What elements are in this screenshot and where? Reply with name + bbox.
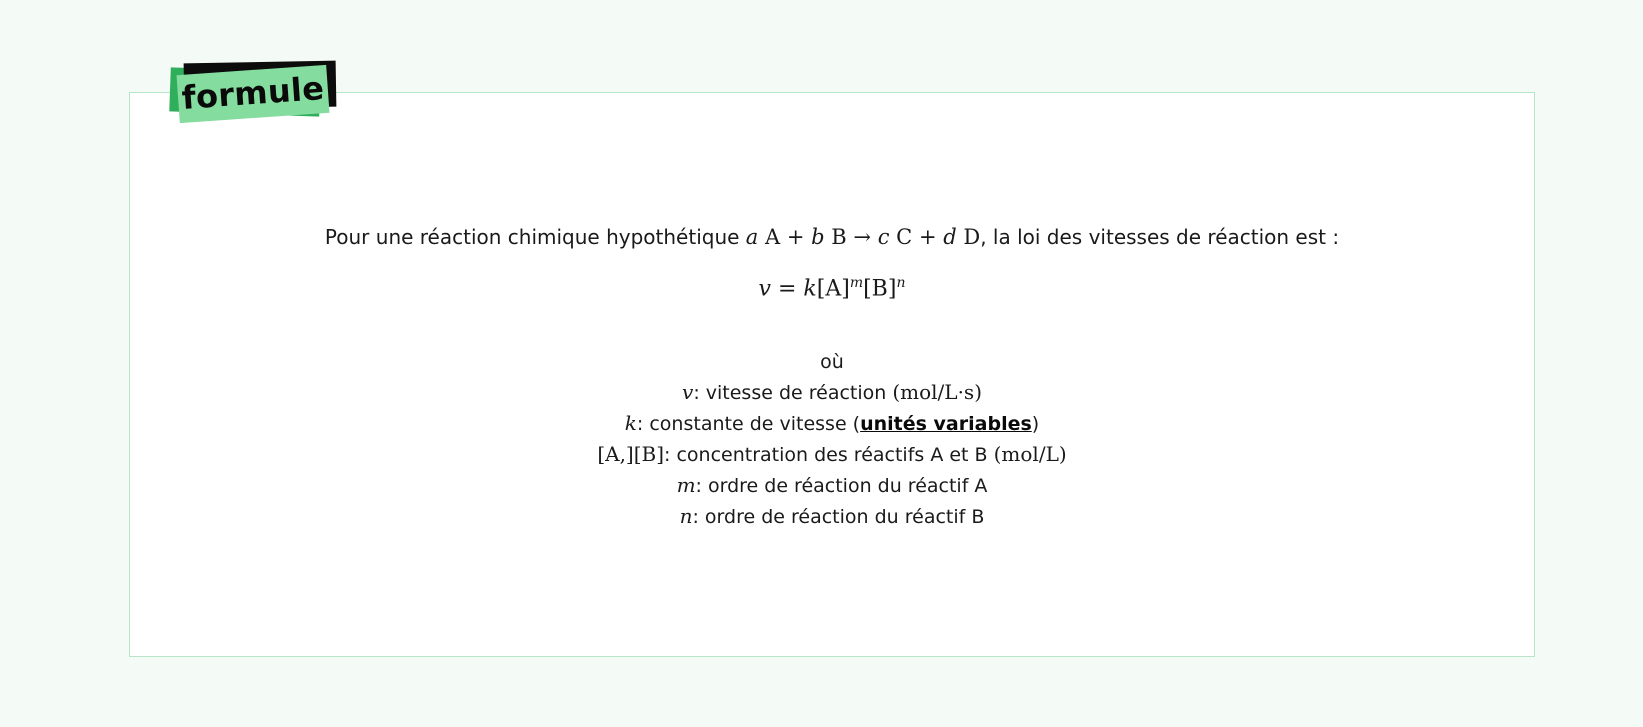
definition-text-after: ) [1031, 413, 1040, 435]
formula-conc-b: [B] [863, 276, 897, 302]
reaction-equation [746, 225, 980, 249]
definition-symbol: m [676, 473, 696, 497]
definition-unit: (mol/L) [993, 442, 1067, 466]
formula-equals: = [777, 276, 797, 302]
coef-a: a [745, 225, 759, 249]
definition-m [129, 470, 1535, 501]
definition-symbol: k [624, 411, 637, 435]
definition-k [129, 408, 1535, 439]
formule-tag [168, 60, 340, 128]
plus-sign: + [786, 225, 805, 249]
rate-law-formula [129, 266, 1535, 306]
intro-text-before: Pour une réaction chimique hypothétique [324, 225, 746, 249]
definition-text: : concentration des réactifs A et B [664, 444, 994, 466]
plus-sign: + [918, 225, 937, 249]
reaction-arrow: → [853, 225, 872, 249]
species-a: A [765, 225, 781, 249]
definition-symbol: n [679, 504, 693, 528]
definition-v [129, 377, 1535, 408]
tag-label: formule [180, 69, 326, 117]
definition-symbol: [A,][B] [597, 442, 665, 466]
formula-exp-n: n [896, 275, 906, 291]
definitions-intro: où [820, 351, 844, 373]
definition-text: : ordre de réaction du réactif A [695, 475, 988, 497]
definition-unit: (mol/L·s) [892, 380, 982, 404]
definition-concentration [129, 439, 1535, 470]
definitions-list [129, 347, 1535, 532]
coef-c: c [877, 225, 890, 249]
intro-text-after: , la loi des vitesses de réaction est : [980, 225, 1340, 249]
formula-k: k [803, 276, 817, 302]
formula-conc-a: [A] [816, 276, 850, 302]
species-c: C [896, 225, 913, 249]
units-variable-link[interactable]: unités variables [860, 413, 1032, 435]
definition-text: : ordre de réaction du réactif B [692, 506, 985, 528]
formula-v: v [758, 276, 771, 302]
species-b: B [831, 225, 847, 249]
formula-exp-m: m [849, 275, 864, 291]
definition-text: : vitesse de réaction [693, 382, 893, 404]
coef-b: b [811, 225, 825, 249]
definition-n [129, 501, 1535, 532]
coef-d: d [943, 225, 957, 249]
species-d: D [963, 225, 981, 249]
definition-text: : constante de vitesse ( [636, 413, 861, 435]
definition-symbol: v [682, 380, 694, 404]
intro-sentence [129, 222, 1535, 252]
